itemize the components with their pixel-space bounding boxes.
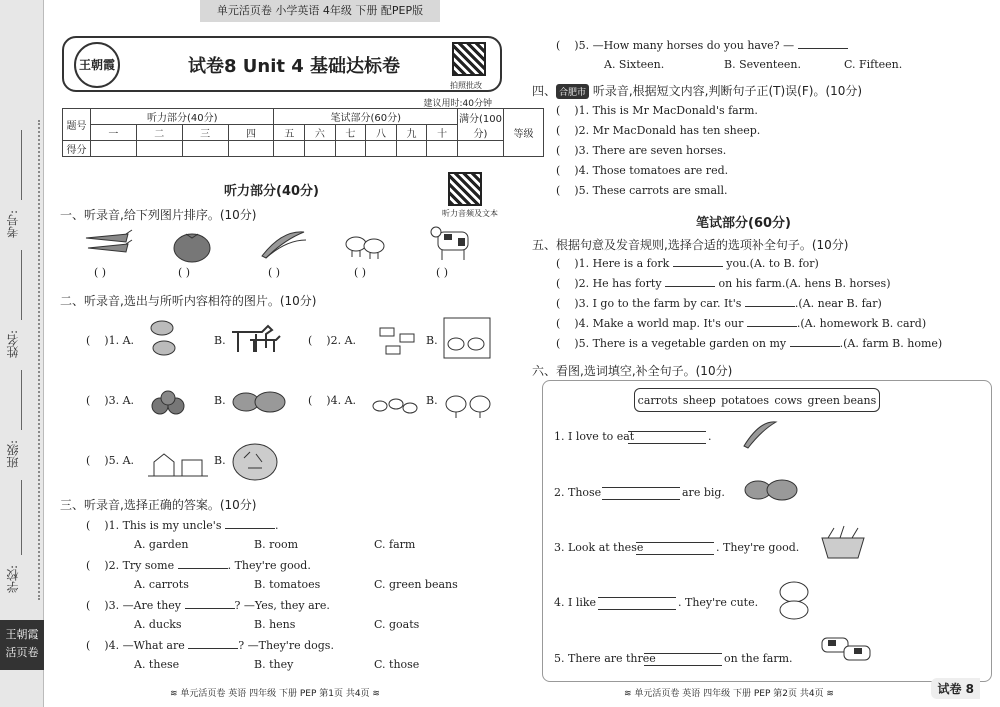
s2-item-3-b: B. <box>214 394 226 407</box>
option-c[interactable]: C. farm <box>374 538 416 551</box>
s6-item-1: 1. I love to eat <box>554 430 635 443</box>
table-cell: 四 <box>228 125 274 141</box>
s5-item-5: ( )5. There is a vegetable garden on my .(A. farm B. home) <box>556 337 943 350</box>
ducks-icon <box>370 390 420 416</box>
tomato-icon <box>170 226 216 264</box>
table-cell: 十 <box>427 125 458 141</box>
option-a[interactable]: A. Sixteen. <box>604 58 665 71</box>
answer-blank[interactable] <box>598 586 676 610</box>
goats-icon <box>374 316 422 360</box>
score-input[interactable] <box>335 141 366 157</box>
s2-item-2: ( )2. A. <box>308 334 357 347</box>
word-option: sheep <box>682 393 716 407</box>
answer-blank[interactable] <box>665 276 715 287</box>
option-c[interactable]: C. those <box>374 658 420 671</box>
score-input[interactable] <box>182 141 228 157</box>
s6-item-5-tail: on the farm. <box>724 652 793 665</box>
s5-item-3: ( )3. I go to the farm by car. It's .(A. near B. far) <box>556 297 882 310</box>
answer-blank[interactable] <box>636 531 714 555</box>
score-table <box>62 108 544 157</box>
s3-question-1: ( )1. This is my uncle's . <box>86 519 279 532</box>
section-6-title: 六、看图,选词填空,补全句子。(10分) <box>532 364 733 378</box>
class-line <box>21 370 22 430</box>
table-cell: 五 <box>274 125 305 141</box>
qr-label: 听力音频及文本 <box>442 209 498 218</box>
s2-item-1-b: B. <box>214 334 226 347</box>
s2-item-4-b: B. <box>426 394 438 407</box>
farm-icon <box>146 440 210 480</box>
horses-icon <box>228 320 284 356</box>
answer-blank[interactable] <box>188 638 238 649</box>
s2-item-3: ( )3. A. <box>86 394 135 407</box>
table-cell: 六 <box>305 125 336 141</box>
exam-number-label: 考号: <box>6 210 20 239</box>
s2-item-5: ( )5. A. <box>86 454 135 467</box>
answer-blank[interactable] <box>178 558 228 569</box>
carrot-icon <box>82 228 134 262</box>
word-option: potatoes <box>721 393 769 407</box>
table-cell: 得分 <box>63 141 91 157</box>
s6-item-4: 4. I like <box>554 596 597 609</box>
s2-item-2-b: B. <box>426 334 438 347</box>
class-label: 班级: <box>6 440 20 469</box>
school-label: 学校: <box>6 565 20 594</box>
school-line <box>21 480 22 555</box>
sheep-icon <box>342 228 388 262</box>
elephant-icon <box>146 318 180 358</box>
option-b[interactable]: B. tomatoes <box>254 578 321 591</box>
qr-code-icon[interactable] <box>448 172 482 206</box>
table-row <box>63 109 544 125</box>
s6-item-2: 2. Those <box>554 486 602 499</box>
exam-number-line <box>21 130 22 200</box>
publisher-logo: 王朝霞 <box>74 42 120 88</box>
s4-item-3: ( )3. There are seven horses. <box>556 144 727 157</box>
s5-item-4: ( )4. Make a world map. It's our .(A. homework B. card) <box>556 317 927 330</box>
s6-item-4-tail: . They're cute. <box>678 596 759 609</box>
score-input[interactable] <box>427 141 458 157</box>
s6-item-3: 3. Look at these <box>554 541 644 554</box>
paper-number-badge: 试卷 8 <box>931 678 980 699</box>
section-2-title: 二、听录音,选出与所听内容相符的图片。(10分) <box>60 294 317 308</box>
paper-title: 试卷8 Unit 4 基础达标卷 <box>187 56 401 77</box>
cow-icon <box>430 220 476 264</box>
option-a[interactable]: A. garden <box>134 538 189 551</box>
section-1-title: 一、听录音,给下列图片排序。(10分) <box>60 208 257 222</box>
answer-blank[interactable] <box>225 518 275 529</box>
option-a[interactable]: A. carrots <box>134 578 189 591</box>
brand-badge: 王朝霞 活页卷 <box>0 620 44 670</box>
answer-paren[interactable]: ( ) <box>94 266 107 279</box>
green-beans-icon <box>740 416 780 452</box>
score-input[interactable] <box>228 141 274 157</box>
word-option: green beans <box>807 393 877 407</box>
score-input[interactable] <box>366 141 397 157</box>
answer-blank[interactable] <box>745 296 795 307</box>
table-cell: 九 <box>396 125 427 141</box>
table-cell: 等级 <box>504 109 544 157</box>
table-cell: 题号 <box>63 109 91 141</box>
answer-blank[interactable] <box>673 256 723 267</box>
table-cell: 二 <box>136 125 182 141</box>
s2-item-4: ( )4. A. <box>308 394 357 407</box>
s3-question-3: ( )3. —Are they ? —Yes, they are. <box>86 599 330 612</box>
s4-item-4: ( )4. Those tomatoes are red. <box>556 164 729 177</box>
option-b[interactable]: B. room <box>254 538 299 551</box>
binding-sidebar <box>0 0 44 707</box>
s4-item-1: ( )1. This is Mr MacDonald's farm. <box>556 104 758 117</box>
answer-blank[interactable] <box>798 38 848 49</box>
s3-question-5: ( )5. —How many horses do you have? — <box>556 38 848 52</box>
s6-item-5: 5. There are three <box>554 652 656 665</box>
option-a[interactable]: A. ducks <box>134 618 182 631</box>
score-input[interactable] <box>396 141 427 157</box>
s3-question-4: ( )4. —What are ? —They're dogs. <box>86 639 334 652</box>
sheep-pen-icon <box>442 316 492 360</box>
answer-paren[interactable]: ( ) <box>268 266 281 279</box>
table-cell: 满分(100分) <box>458 109 504 141</box>
option-b[interactable]: B. hens <box>254 618 296 631</box>
section-4-title: 四、 合肥市 听录音,根据短文内容,判断句子正(T)误(F)。(10分) <box>532 84 863 98</box>
tomatoes-icon <box>148 388 190 418</box>
cows-icon <box>818 628 876 668</box>
s2-item-5-b: B. <box>214 454 226 467</box>
word-option: cows <box>774 393 803 407</box>
option-b[interactable]: B. they <box>254 658 294 671</box>
s6-item-2-tail: are big. <box>682 486 725 499</box>
page-footer: ≋ 单元活页卷 英语 四年级 下册 PEP 第2页 共4页 ≋ <box>624 689 834 699</box>
table-row <box>63 141 544 157</box>
option-c[interactable]: C. Fifteen. <box>844 58 903 71</box>
option-a[interactable]: A. these <box>134 658 180 671</box>
table-cell: 七 <box>335 125 366 141</box>
score-input[interactable] <box>458 141 504 157</box>
answer-paren[interactable]: ( ) <box>178 266 191 279</box>
s6-item-1-tail: . <box>708 430 712 443</box>
table-cell: 一 <box>91 125 137 141</box>
sheep-icon <box>772 576 816 622</box>
series-banner: 单元活页卷 小学英语 4年级 下册 配PEP版 <box>200 0 440 22</box>
page-footer: ≋ 单元活页卷 英语 四年级 下册 PEP 第1页 共4页 ≋ <box>170 689 380 699</box>
score-input[interactable] <box>91 141 137 157</box>
title-box <box>62 36 502 92</box>
answer-blank[interactable] <box>628 420 706 444</box>
qr-code-icon[interactable] <box>452 42 486 76</box>
s4-item-2: ( )2. Mr MacDonald has ten sheep. <box>556 124 761 137</box>
answer-blank[interactable] <box>185 598 235 609</box>
s3-question-2: ( )2. Try some . They're good. <box>86 559 311 572</box>
s4-item-5: ( )5. These carrots are small. <box>556 184 728 197</box>
table-cell: 笔试部分(60分) <box>274 109 458 125</box>
hens-icon <box>442 384 494 420</box>
answer-paren[interactable]: ( ) <box>436 266 449 279</box>
answer-blank[interactable] <box>790 336 840 347</box>
suggested-time: 建议用时:40分钟 <box>423 99 492 109</box>
answer-blank[interactable] <box>602 476 680 500</box>
table-cell: 三 <box>182 125 228 141</box>
potatoes-icon <box>742 476 800 504</box>
s2-item-1: ( )1. A. <box>86 334 135 347</box>
score-input[interactable] <box>136 141 182 157</box>
carrots-basket-icon <box>818 524 868 560</box>
region-tag: 合肥市 <box>556 84 589 99</box>
s5-item-2: ( )2. He has forty on his farm.(A. hens B. horses) <box>556 277 891 290</box>
cut-line <box>38 120 41 600</box>
word-option: carrots <box>637 393 678 407</box>
s5-item-1: ( )1. Here is a fork you.(A. to B. for) <box>556 257 819 270</box>
answer-paren[interactable]: ( ) <box>354 266 367 279</box>
written-heading: 笔试部分(60分) <box>696 216 791 231</box>
garden-icon <box>230 432 280 484</box>
s6-item-3-tail: . They're good. <box>716 541 800 554</box>
score-input[interactable] <box>305 141 336 157</box>
section-5-title: 五、根据句意及发音规则,选择合适的选项补全句子。(10分) <box>532 238 849 252</box>
qr-label: 拍照批改 <box>450 81 482 90</box>
section-3-title: 三、听录音,选择正确的答案。(10分) <box>60 498 257 512</box>
potatoes-icon <box>230 388 288 416</box>
option-c[interactable]: C. green beans <box>374 578 458 591</box>
table-cell: 听力部分(40分) <box>91 109 274 125</box>
answer-blank[interactable] <box>747 316 797 327</box>
answer-blank[interactable] <box>644 642 722 666</box>
word-bank <box>634 388 880 412</box>
option-b[interactable]: B. Seventeen. <box>724 58 801 71</box>
option-c[interactable]: C. goats <box>374 618 420 631</box>
name-label: 姓名: <box>6 330 20 359</box>
score-input[interactable] <box>274 141 305 157</box>
table-cell: 八 <box>366 125 397 141</box>
listening-heading: 听力部分(40分) <box>224 184 319 199</box>
name-line <box>21 250 22 320</box>
green-beans-icon <box>258 226 308 262</box>
